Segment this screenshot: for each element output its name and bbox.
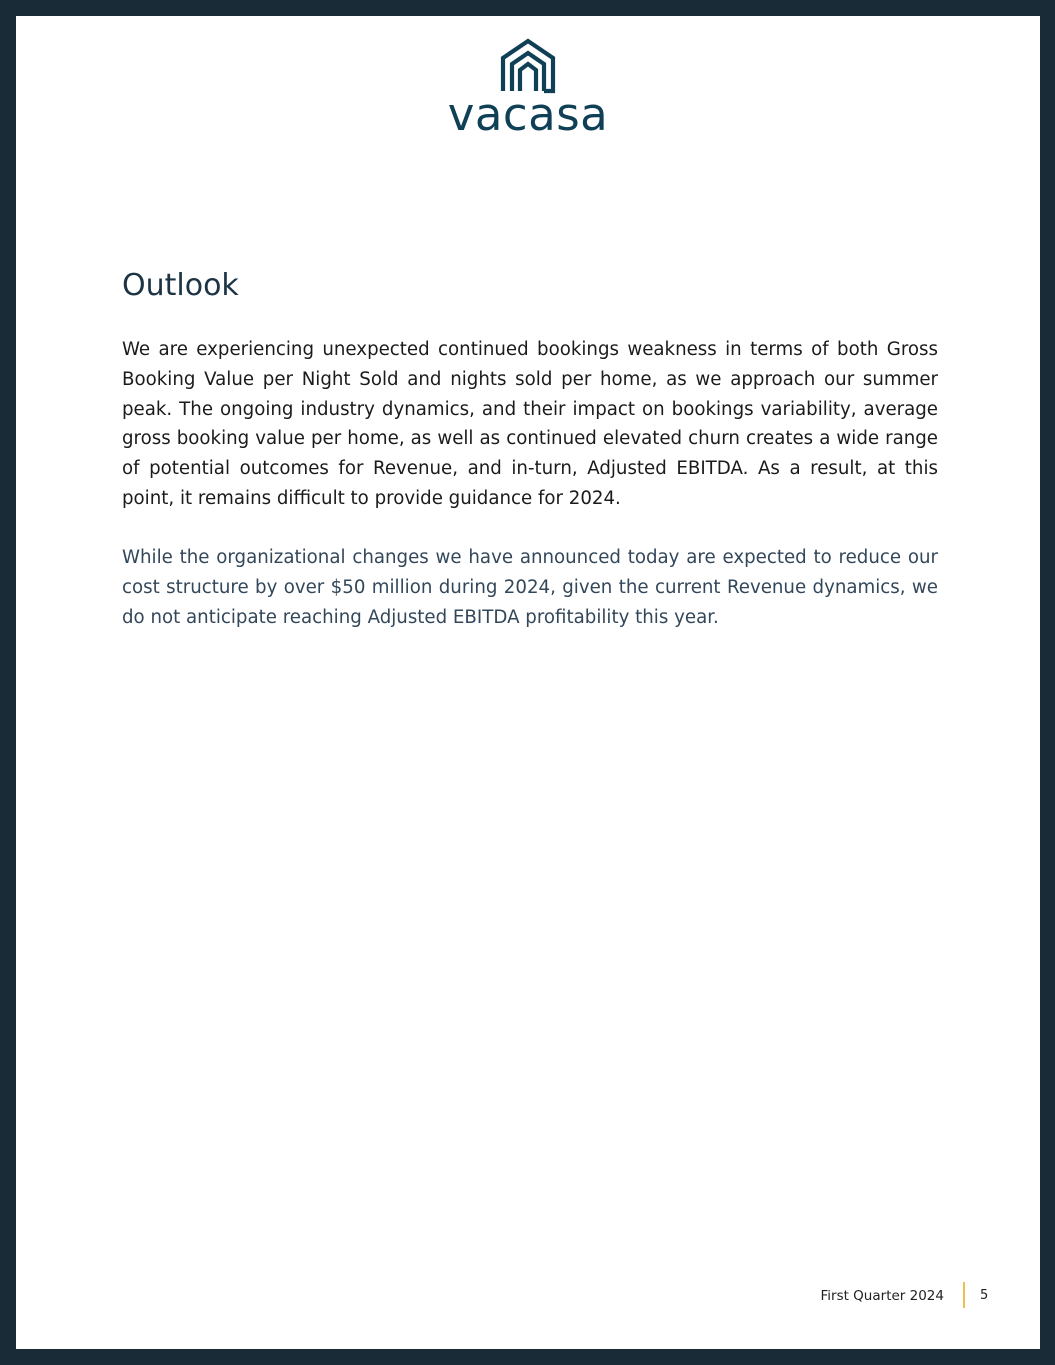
house-outline-icon	[498, 38, 558, 94]
section-title: Outlook	[122, 268, 239, 303]
document-page	[16, 16, 1040, 1349]
footer-divider	[963, 1282, 965, 1308]
outlook-paragraph-2: While the organizational changes we have announced today are expected to reduce our cost structure by over $50 million during 2024, given the current Revenue dynamics, we do not anticipate reaching Adjusted EBITDA profitability this year.	[122, 547, 938, 628]
logo-wordmark: vacasa	[447, 88, 609, 141]
vacasa-logo	[16, 38, 1040, 141]
outlook-paragraph-1: We are experiencing unexpected continued bookings weakness in terms of both Gross Booking Value per Night Sold and nights sold per home, as we approach our summer peak. The ongoing industry dynamics, and their impact on bookings variability, average gross booking value per home, as well as continued elevated churn creates a wide range of potential outcomes for Revenue, and in-turn, Adjusted EBITDA. As a result, at this point, it remains difficult to provide guidance for 2024.	[122, 339, 938, 509]
footer-report-label: First Quarter 2024	[820, 1288, 944, 1304]
page-number: 5	[980, 1288, 989, 1303]
